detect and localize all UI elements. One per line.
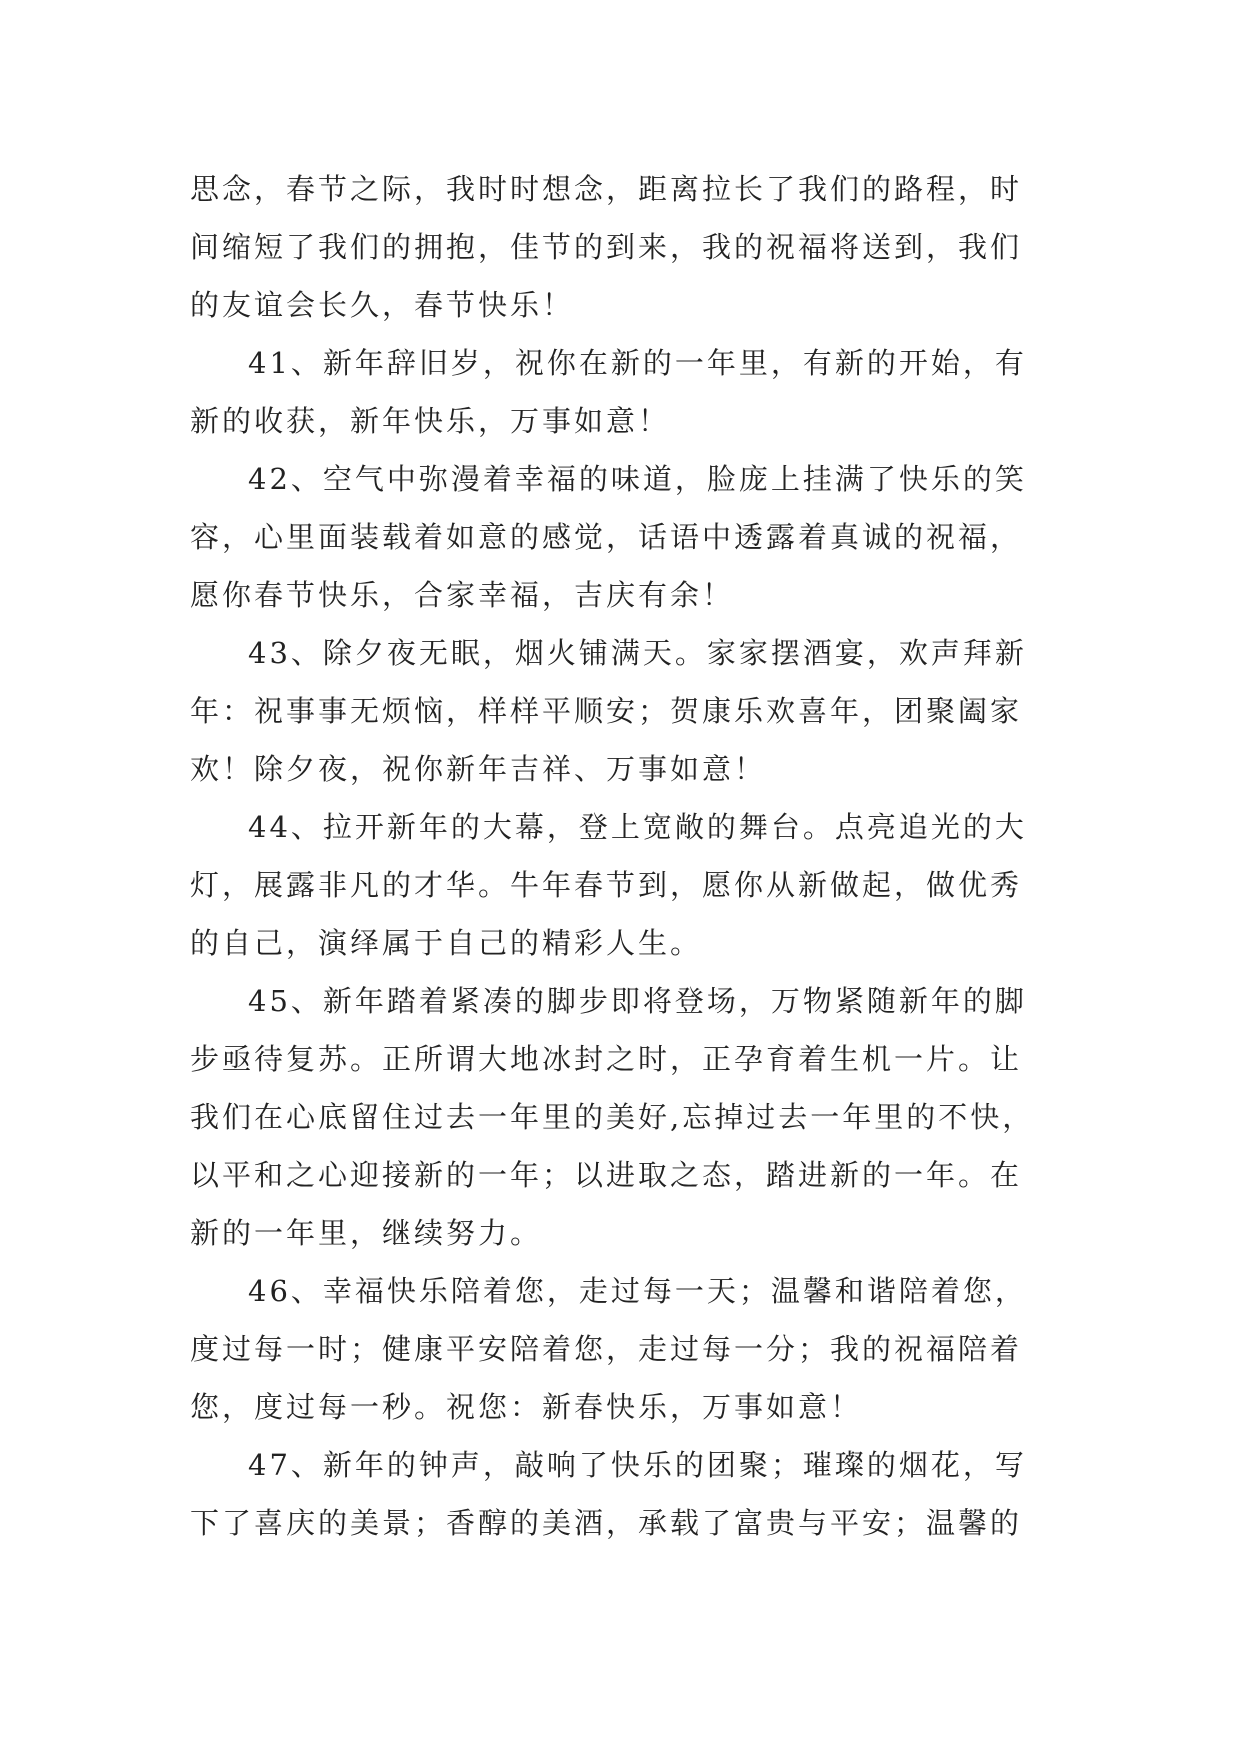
paragraph-41: 41、新年辞旧岁，祝你在新的一年里，有新的开始，有新的收获，新年快乐，万事如意！ (190, 346, 1027, 438)
paragraph-42: 42、空气中弥漫着幸福的味道，脸庞上挂满了快乐的笑容，心里面装载着如意的感觉，话语中透露着真诚的祝福，愿你春节快乐，合家幸福，吉庆有余！ (190, 462, 1027, 612)
paragraph-47: 47、新年的钟声，敲响了快乐的团聚；璀璨的烟花，写下了喜庆的美景；香醇的美酒，承载了富贵与平安；温馨的 (190, 1448, 1027, 1540)
paragraph-44: 44、拉开新年的大幕，登上宽敞的舞台。点亮追光的大灯，展露非凡的才华。牛年春节到，愿你从新做起，做优秀的自己，演绎属于自己的精彩人生。 (190, 810, 1027, 960)
paragraph-46: 46、幸福快乐陪着您，走过每一天；温馨和谐陪着您，度过每一时；健康平安陪着您，走过每一分；我的祝福陪着您，度过每一秒。祝您：新春快乐，万事如意！ (190, 1274, 1027, 1424)
paragraph-0: 思念，春节之际，我时时想念，距离拉长了我们的路程，时间缩短了我们的拥抱，佳节的到来，我的祝福将送到，我们的友谊会长久，春节快乐！ (190, 172, 1023, 322)
document-body (190, 160, 1050, 1552)
paragraph-45: 45、新年踏着紧凑的脚步即将登场，万物紧随新年的脚步亟待复苏。正所谓大地冰封之时，正孕育着生机一片。让我们在心底留住过去一年里的美好,忘掉过去一年里的不快，以平和之心迎接新的一年；以进取之态，踏进新的一年。在新的一年里，继续努力。 (190, 984, 1035, 1250)
paragraph-43: 43、除夕夜无眠，烟火铺满天。家家摆酒宴，欢声拜新年：祝事事无烦恼，样样平顺安；贺康乐欢喜年，团聚阖家欢！除夕夜，祝你新年吉祥、万事如意！ (190, 636, 1027, 786)
